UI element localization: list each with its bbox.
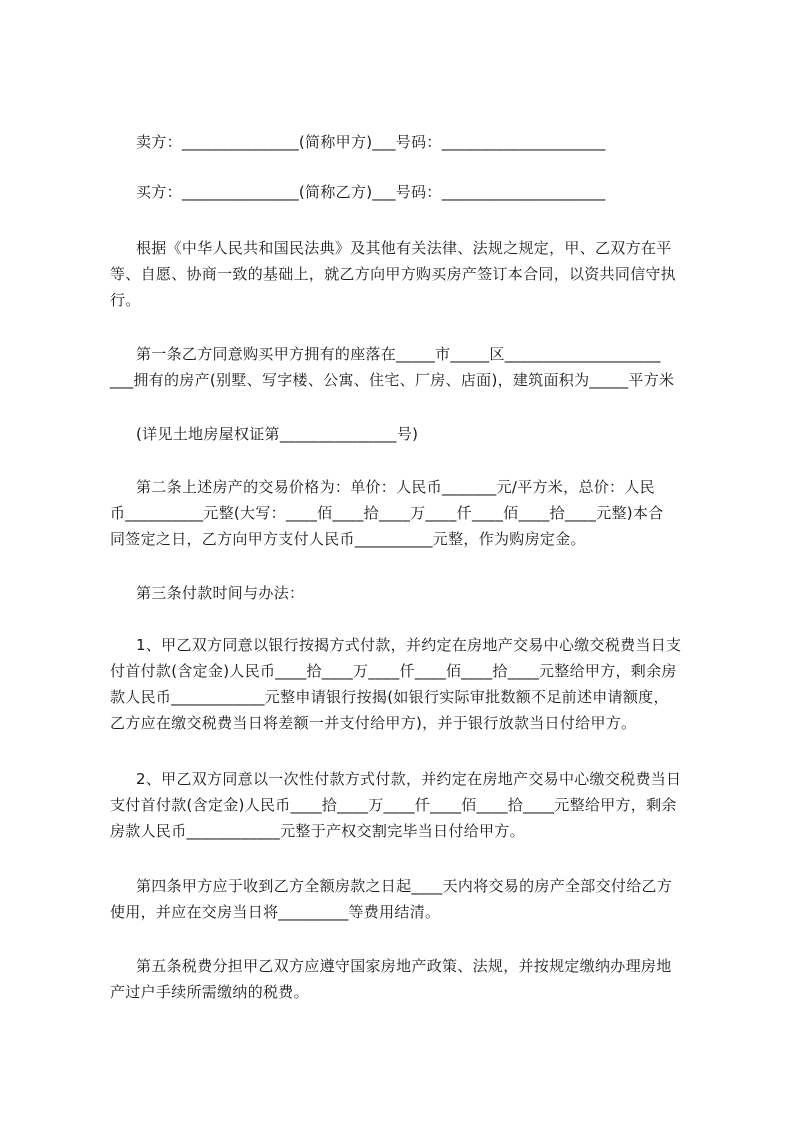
text-line: 乙方应在缴交税费当日将差额一并支付给甲方)，并于银行放款当日付给甲方。 [110,714,637,732]
seller-line [110,129,710,155]
text-line: 房款人民币____________元整于产权交割完毕当日付给甲方。 [110,822,525,840]
text-line: 同签定之日，乙方向甲方支付人民币__________元整，作为购房定金。 [110,530,586,548]
text-line: 第五条税费分担甲乙双方应遵守国家房地产政策、法规，并按规定缴纳办理房地 [136,957,672,975]
text-line: 第二条上述房产的交易价格为：单价：人民币_______元/平方米，总价：人民 [136,478,655,496]
text-line: 付首付款(含定金)人民币____拾____万____仟____佰____拾____元整给甲方，剩余房 [110,662,677,680]
text-line: 款人民币____________元整申请银行按揭(如银行实际审批数额不足前述申请额度， [110,688,669,706]
text-line: 根据《中华人民共和国民法典》及其他有关法律、法规之规定，甲、乙双方在平 [136,239,672,257]
text-line: 1、甲乙双方同意以银行按揭方式付款，并约定在房地产交易中心缴交税费当日支 [136,636,682,654]
article-2 [110,474,710,552]
buyer-line [110,179,710,205]
article-3-item-2 [110,766,710,844]
article-4 [110,873,710,925]
article-1-note [110,421,710,447]
article-1 [110,341,710,393]
article-3-title [110,580,710,606]
text-line: 第四条甲方应于收到乙方全额房款之日起____天内将交易的房产全部交付给乙方 [136,877,673,895]
text-line: 使用，并应在交房当日将_________等费用结清。 [110,903,441,921]
text-line: ___拥有的房产(别墅、写字楼、公寓、住宅、厂房、店面)，建筑面积为_____平方米 [110,371,675,389]
preamble-paragraph [110,235,710,313]
text-line: 行。 [110,291,141,309]
text-line: 等、自愿、协商一致的基础上，就乙方向甲方购买房产签订本合同，以资共同信守执 [110,265,677,283]
text-line: 产过户手续所需缴纳的税费。 [110,983,309,1001]
article-3-item-1 [110,632,710,736]
article-5 [110,953,710,1005]
text-line: 币__________元整(大写：____佰____拾____万____仟____佰____拾____元整)本合 [110,504,664,522]
text-line: 第一条乙方同意购买甲方拥有的座落在_____市_____区____________________ [136,345,661,363]
text-line: 卖方：_______________(简称甲方)___号码：_____________________ [136,133,606,151]
text-line: 支付首付款(含定金)人民币____拾____万____仟____佰____拾____元整给甲方，剩余 [110,796,677,814]
text-line: 2、甲乙双方同意以一次性付款方式付款，并约定在房地产交易中心缴交税费当日 [136,770,682,788]
text-line: 第三条付款时间与办法： [136,584,305,602]
text-line: 买方：_______________(简称乙方)___号码：_____________________ [136,183,606,201]
text-line: (详见土地房屋权证第_______________号) [136,425,419,443]
